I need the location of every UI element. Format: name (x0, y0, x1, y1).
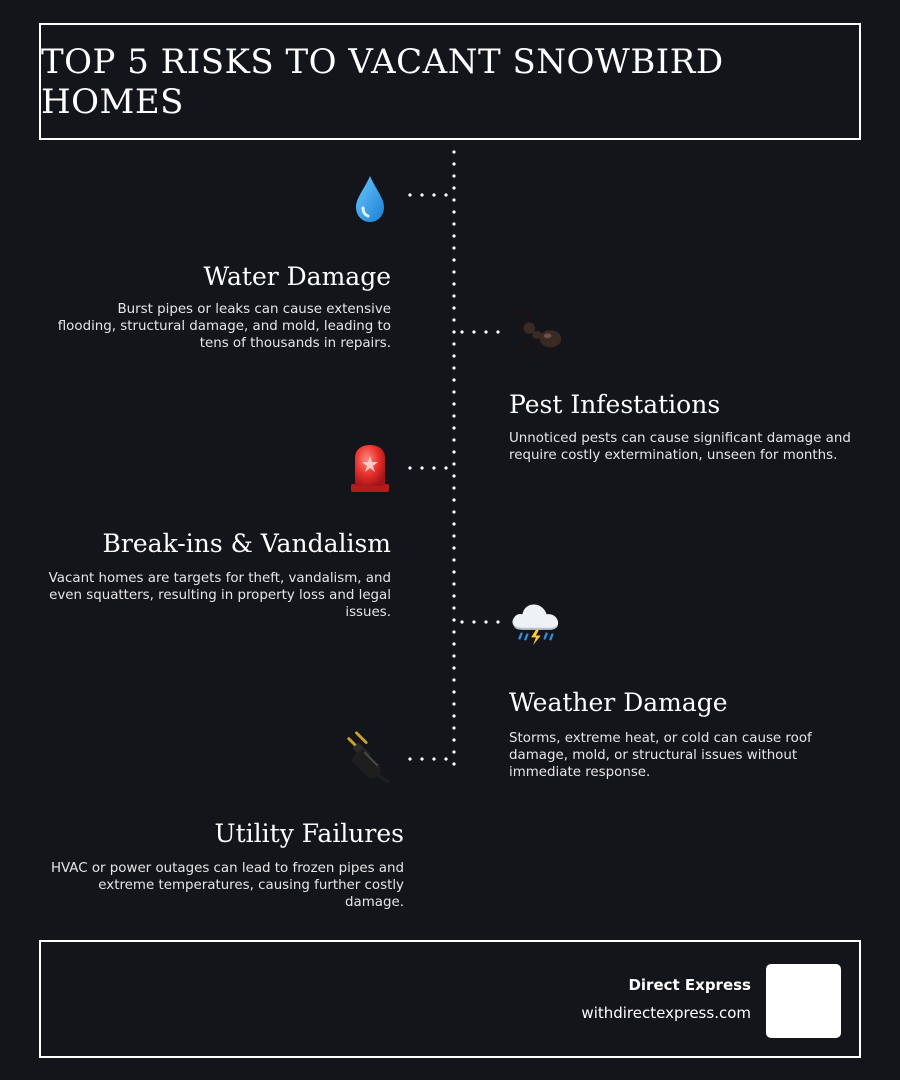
risk-desc-break-ins-vandalism: Vacant homes are targets for theft, vandalism, and even squatters, resulting in property loss and legal issues. (48, 571, 391, 620)
risk-desc-weather-damage: Storms, extreme heat, or cold can cause roof damage, mold, or structural issues without immediate response. (509, 731, 812, 780)
logo-placeholder (766, 964, 841, 1038)
risk-title-pest-infestations: Pest Infestations (509, 390, 721, 419)
connector-utility-failures (404, 757, 452, 761)
footer-banner (39, 940, 861, 1058)
plug-icon (343, 730, 397, 784)
page-title: TOP 5 RISKS TO VACANT SNOWBIRD HOMES (41, 41, 724, 122)
connector-pest-infestations (456, 330, 502, 334)
storm-cloud-icon (508, 595, 562, 649)
connector-break-ins (404, 466, 452, 470)
siren-icon (343, 441, 397, 495)
connector-weather-damage (456, 620, 502, 624)
title-banner (39, 23, 861, 140)
risk-desc-water-damage: Burst pipes or leaks can cause extensive flooding, structural damage, and mold, leading to tens of thousands in repairs. (57, 302, 391, 351)
risk-title-water-damage: Water Damage (203, 262, 391, 291)
risk-desc-pest-infestations: Unnoticed pests can cause significant damage and require costly extermination, unseen for months. (509, 431, 851, 463)
risk-title-break-ins-vandalism: Break-ins & Vandalism (102, 529, 391, 558)
ant-icon (510, 305, 564, 359)
brand-name: Direct Express (628, 976, 751, 994)
risk-title-utility-failures: Utility Failures (214, 819, 404, 848)
brand-url-link[interactable]: withdirectexpress.com (581, 1004, 751, 1022)
risk-desc-utility-failures: HVAC or power outages can lead to frozen pipes and extreme temperatures, causing further costly damage. (50, 861, 404, 910)
connector-water-damage (404, 193, 452, 197)
risk-title-weather-damage: Weather Damage (509, 688, 728, 717)
water-drop-icon (343, 172, 397, 226)
timeline-dotted-line (452, 146, 456, 766)
